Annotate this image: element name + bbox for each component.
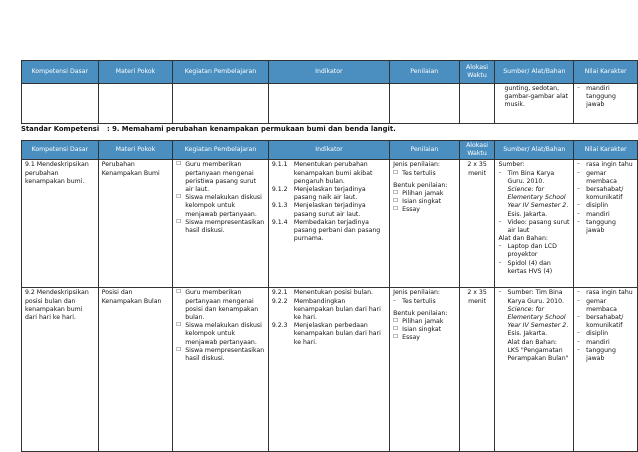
header-row	[22, 61, 638, 84]
header-waktu: Alokasi Waktu	[459, 141, 495, 160]
checkbox-bullet-icon: ☐	[176, 346, 182, 353]
syllabus-table	[21, 140, 638, 452]
dash-bullet-icon: –	[577, 85, 580, 91]
dash-bullet-icon: –	[577, 185, 580, 192]
checkbox-bullet-icon: ☐	[393, 326, 399, 333]
indikator-cell: 9.2.1 Menentukan posisi bulan. 9.2.2 Membandingkan kenampakan bulan dari hari ke hari. 9.2.3 Menjelaskan perbedaan kenampakan bulan dari hari ke hari.	[268, 288, 389, 452]
checkbox-bullet-icon: ☐	[176, 194, 182, 201]
dash-bullet-icon: –	[498, 169, 502, 176]
materi-cell: Posisi dan Kenampakan Bulan	[98, 288, 173, 452]
dash-bullet-icon: –	[577, 161, 580, 168]
table-row	[22, 160, 638, 288]
sumber-cell: – Sumber: Tim Bina Karya Guru. 2010. Science: for Elementary School Year IV Semester 2. Esis. Jakarta. Alat dan Bahan: LKS "Pengamatan Perampakan Bulan"	[495, 288, 574, 452]
dash-bullet-icon: –	[577, 218, 580, 225]
dash-bullet-icon: –	[577, 346, 580, 353]
dash-bullet-icon: –	[577, 297, 580, 304]
header-row	[22, 141, 638, 160]
dash-bullet-icon: –	[498, 259, 502, 266]
checkbox-bullet-icon: ☐	[393, 206, 399, 213]
checkbox-bullet-icon: ☐	[176, 218, 182, 225]
standar-kompetensi	[21, 125, 621, 134]
checkbox-bullet-icon: ☐	[176, 289, 182, 296]
header-karakter: Nilai Karakter	[574, 61, 638, 84]
dash-bullet-icon: –	[577, 338, 580, 345]
checkbox-bullet-icon: ☐	[176, 161, 182, 168]
checkbox-bullet-icon: ☐	[176, 322, 182, 329]
header-indikator: Indikator	[268, 141, 389, 160]
header-kd: Kompetensi Dasar	[22, 141, 99, 160]
dash-bullet-icon: –	[498, 289, 502, 296]
penilaian-cell: Jenis penilaian: ☐ Tes tertulis Bentuk penilaian: ☐ Pilihan jamak ☐ Isian singkat ☐ Essay	[390, 160, 459, 288]
header-kegiatan: Kegiatan Pembelajaran	[173, 141, 269, 160]
header-karakter: Nilai Karakter	[574, 141, 638, 160]
kd-cell: 9.1 Mendeskripsikan perubahan kenampakan bumi.	[22, 160, 99, 288]
checkbox-bullet-icon: ☐	[393, 317, 399, 324]
dash-bullet-icon: –	[577, 210, 580, 217]
kegiatan-cell: ☐ Guru memberikan pertanyaan mengenai peristiwa pasang surut air laut. ☐ Siswa melakukan diskusi kelompok untuk menjawab pertanyaan. ☐ Siswa mempresentasikan hasil diskusi.	[173, 160, 269, 288]
table-row	[22, 84, 638, 124]
penilaian-cell: Jenis penilaian: – Tes tertulis Bentuk penilaian: ☐ Pilihan jamak ☐ Isian singkat ☐ Essay	[390, 288, 459, 452]
standar-label: Standar Kompetensi	[21, 125, 100, 133]
indikator-cell: 9.1.1 Menentukan perubahan kenampakan bumi akibat pengaruh bulan. 9.1.2 Menjelaskan terjadinya pasang naik air laut. 9.1.3 Menjelaskan terjadinya pasang surut air laut. 9.1.4 Membedakan terjadinya pasang perbani dan pasang purnama.	[268, 160, 389, 288]
header-kd: Kompetensi Dasar	[22, 61, 99, 84]
karakter-cell: – rasa ingin tahu – gemar membaca – bersahabat/ komunikatif – disiplin – mandiri – tanggung jawab	[574, 160, 638, 288]
checkbox-bullet-icon: ☐	[393, 189, 399, 196]
header-materi: Materi Pokok	[98, 61, 173, 84]
dash-bullet-icon: –	[498, 218, 502, 225]
sumber-cell: gunting, sedotan, gambar-gambar alat musik.	[495, 84, 574, 124]
waktu-cell: 2 x 35 menit	[459, 160, 495, 288]
checkbox-bullet-icon: ☐	[393, 198, 399, 205]
dash-bullet-icon: –	[577, 289, 580, 296]
checkbox-bullet-icon: ☐	[393, 169, 399, 176]
table-row	[22, 288, 638, 452]
prev-syllabus-table	[21, 60, 638, 124]
header-indikator: Indikator	[268, 61, 389, 84]
header-sumber: Sumber/ Alat/Bahan	[495, 141, 574, 160]
kegiatan-cell: ☐ Guru memberikan pertanyaan mengenai posisi dan kenampakan bulan. ☐ Siswa melakukan diskusi kelompok untuk menjawab pertanyaan. ☐ Siswa mempresentasikan hasil diskusi.	[173, 288, 269, 452]
karakter-cell: – mandiri tanggung jawab	[574, 84, 638, 124]
standar-value: : 9. Memahami perubahan kenampakan permukaan bumi dan benda langit.	[107, 125, 396, 133]
karakter-cell: – rasa ingin tahu – gemar membaca – bersahabat/ komunikatif – disiplin – mandiri – tanggung jawab	[574, 288, 638, 452]
dash-bullet-icon: –	[577, 330, 580, 337]
dash-bullet-icon: –	[498, 243, 502, 250]
header-sumber: Sumber/ Alat/Bahan	[495, 61, 574, 84]
header-kegiatan: Kegiatan Pembelajaran	[173, 61, 269, 84]
header-penilaian: Penilaian	[390, 141, 459, 160]
kd-cell: 9.2 Mendeskripsikan posisi bulan dan kenampakan bumi dari hari ke hari.	[22, 288, 99, 452]
checkbox-bullet-icon: ☐	[393, 334, 399, 341]
dash-bullet-icon: –	[393, 297, 396, 304]
dash-bullet-icon: –	[577, 313, 580, 320]
header-penilaian: Penilaian	[389, 61, 459, 84]
dash-bullet-icon: –	[577, 202, 580, 209]
header-waktu: Alokasi Waktu	[459, 61, 495, 84]
header-materi: Materi Pokok	[98, 141, 173, 160]
waktu-cell: 2 x 35 menit	[459, 288, 495, 452]
dash-bullet-icon: –	[577, 169, 580, 176]
sumber-cell: Sumber: – Tim Bina Karya Guru. 2010. Science: for Elementary School Year IV Semester 2. Esis. Jakarta. – Video: pasang surut air laut Alat dan Bahan: – Laptop dan LCD proyektor – Spidol (4) dan kertas HVS (4)	[495, 160, 574, 288]
materi-cell: Perubahan Kenampakan Bumi	[98, 160, 173, 288]
